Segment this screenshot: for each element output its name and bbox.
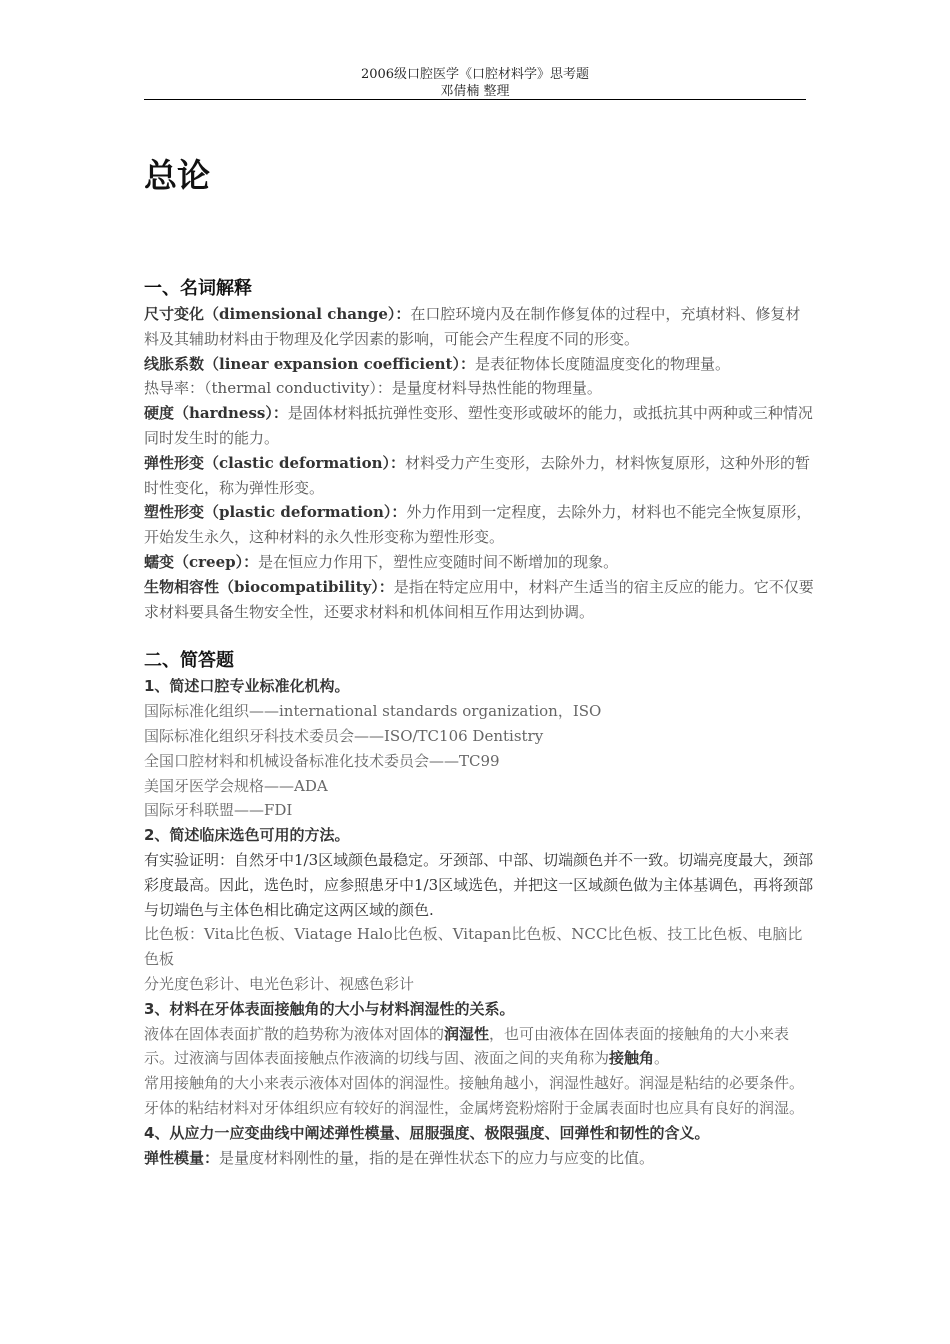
content [144,276,814,1170]
answer-paragraph: 分光度色彩计、电光色彩计、视感色彩计 [144,974,415,993]
answer-line: 美国牙医学会规格——ADA [144,776,328,795]
definition-term: 蠕变（creep）： [144,552,259,571]
answer-line: 国际标准化组织——international standards organization，ISO [144,702,602,721]
definition-term: 尺寸变化（dimensional change）： [144,305,411,323]
answer-text: ，也可由液体在固体表面的接触角的大小来表示。过液滴与固体表面接触点作液滴的切线与固、液面之间的夹角称为 [144,1024,790,1068]
definition-term: 热导率：（thermal conductivity）： [144,379,392,398]
answer-paragraph: 常用接触角的大小来表示液体对固体的润湿性。接触角越小，润湿性越好。润湿是粘结的必要条件。牙体的粘结材料对牙体组织应有较好的润湿性，金属烤瓷粉熔附于金属表面时也应具有良好的润湿。 [144,1074,805,1117]
answer-paragraph [144,1146,814,1171]
header-rule [144,99,806,100]
definition-text: 是表征物体长度随温度变化的物理量。 [474,354,730,373]
header-title: 2006级口腔医学《口腔材料学》思考题 [360,67,590,82]
section-spacer [144,624,814,648]
question-3: 3、材料在牙体表面接触角的大小与材料润湿性的关系。 [144,999,515,1018]
definition-text: 是指在特定应用中，材料产生适当的宿主反应的能力。它不仅要求材料要具备生物安全性，还要求材料和机体间相互作用达到协调。 [144,577,814,621]
page-header [144,66,806,100]
definition-term: 生物相容性（biocompatibility）： [144,577,394,596]
definition-item [144,451,814,501]
question-2: 2、简述临床选色可用的方法。 [144,826,350,845]
header-author: 邓倩楠 整理 [440,84,510,99]
key-term-wettability: 润湿性 [444,1024,490,1043]
definition-item [144,575,814,625]
answer-line: 国际标准化组织牙科技术委员会——ISO/TC106 Dentistry [144,726,544,745]
definition-text: 是量度材料刚性的量，指的是在弹性状态下的应力与应变的比值。 [219,1148,655,1167]
answer-paragraph: 比色板：Vita比色板、Viatage Halo比色板、Vitapan比色板、NCC比色板、技工比色板、电脑比色板 [144,925,803,969]
answer-text: 。 [654,1049,670,1068]
definition-term: 弹性形变（clastic deformation）： [144,453,405,472]
definition-term: 弹性模量： [144,1148,220,1167]
definition-text: 材料受力产生变形，去除外力，材料恢复原形，这种外形的暂时性变化，称为弹性形变。 [144,453,811,497]
section-heading-definitions: 一、名词解释 [144,278,252,299]
definition-text: 是在恒应力作用下，塑性应变随时间不断增加的现象。 [258,552,619,571]
section-heading-short-answer: 二、简答题 [144,650,234,672]
definition-item [144,376,814,401]
definition-text: 外力作用到一定程度，去除外力，材料也不能完全恢复原形，开始发生永久，这种材料的永久性形变称为塑性形变。 [144,503,812,547]
definition-text: 在口腔环境内及在制作修复体的过程中，充填材料、修复材料及其辅助材料由于物理及化学因素的影响，可能会产生程度不同的形变。 [144,305,801,348]
question-4: 4、从应力一应变曲线中阐述弹性模量、屈服强度、极限强度、回弹性和韧性的含义。 [144,1123,710,1142]
definition-text: 是量度材料导热性能的物理量。 [391,379,602,398]
definition-item [144,401,814,451]
answer-paragraph [144,1022,814,1072]
definition-term: 硬度（hardness）： [144,404,288,423]
definition-term: 线胀系数（linear expansion coefficient）： [144,354,475,373]
definition-list [144,302,814,624]
question-1: 1、简述口腔专业标准化机构。 [144,677,350,696]
definition-term: 塑性形变（plastic deformation）： [144,503,407,522]
definition-item [144,500,814,550]
answer-paragraph: 有实验证明：自然牙中1/3区域颜色最稳定。牙颈部、中部、切端颜色并不一致。切端亮度最大，颈部彩度最高。因此，选色时，应参照患牙中1/3区域选色，并把这一区域颜色做为主体基调色，再将颈部与切端色与主体色相比确定这两区域的颜色. [144,850,814,919]
definition-item [144,550,814,575]
definition-item [144,352,814,377]
answer-text: 液体在固体表面扩散的趋势称为液体对固体的 [144,1024,445,1043]
chapter-title: 总论 [144,156,210,195]
definition-item [144,302,814,352]
answer-line: 国际牙科联盟——FDI [144,801,293,820]
key-term-contact-angle: 接触角 [609,1049,655,1068]
definition-text: 是固体材料抵抗弹性变形、塑性变形或破坏的能力，或抵抗其中两种或三种情况同时发生时的能力。 [144,404,813,447]
answer-line: 全国口腔材料和机械设备标准化技术委员会——TC99 [144,751,500,770]
